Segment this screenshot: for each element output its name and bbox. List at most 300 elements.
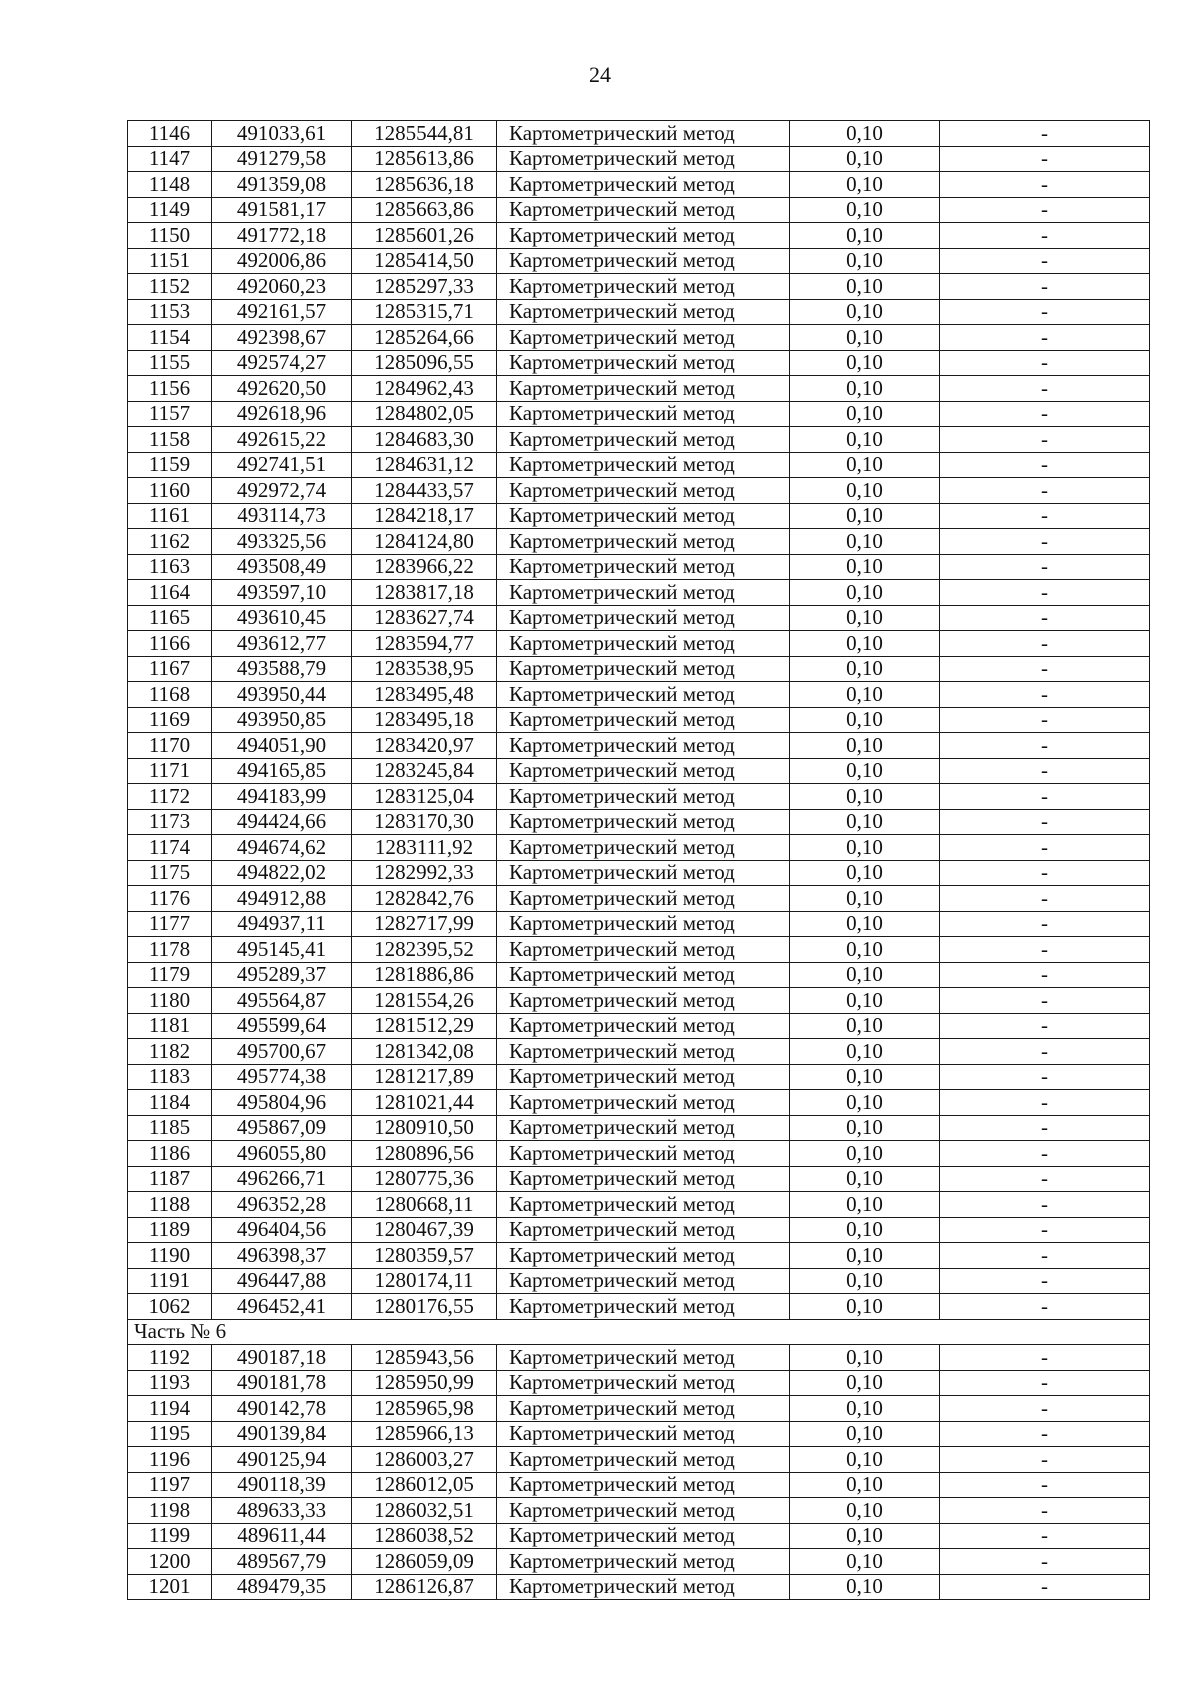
coordinate-y-cell: 1282842,76 <box>352 886 497 912</box>
table-row <box>128 656 1150 682</box>
description-cell: - <box>940 1294 1150 1320</box>
description-cell: - <box>940 121 1150 147</box>
accuracy-cell: 0,10 <box>790 121 940 147</box>
coordinate-y-cell: 1285544,81 <box>352 121 497 147</box>
method-cell: Картометрический метод <box>497 401 790 427</box>
table-row <box>128 1039 1150 1065</box>
coordinate-y-cell: 1284433,57 <box>352 478 497 504</box>
table-row <box>128 503 1150 529</box>
accuracy-cell: 0,10 <box>790 1115 940 1141</box>
description-cell: - <box>940 605 1150 631</box>
table-row <box>128 172 1150 198</box>
coordinate-x-cell: 490118,39 <box>212 1472 352 1498</box>
accuracy-cell: 0,10 <box>790 1243 940 1269</box>
accuracy-cell: 0,10 <box>790 911 940 937</box>
accuracy-cell: 0,10 <box>790 503 940 529</box>
description-cell: - <box>940 529 1150 555</box>
description-cell: - <box>940 223 1150 249</box>
coordinate-y-cell: 1283495,48 <box>352 682 497 708</box>
table-row <box>128 835 1150 861</box>
coordinate-y-cell: 1281342,08 <box>352 1039 497 1065</box>
coordinate-y-cell: 1283817,18 <box>352 580 497 606</box>
coordinate-y-cell: 1280910,50 <box>352 1115 497 1141</box>
point-number-cell: 1146 <box>128 121 212 147</box>
coordinate-y-cell: 1280176,55 <box>352 1294 497 1320</box>
table-row <box>128 1549 1150 1575</box>
point-number-cell: 1195 <box>128 1421 212 1447</box>
coordinate-y-cell: 1285636,18 <box>352 172 497 198</box>
coordinate-y-cell: 1283966,22 <box>352 554 497 580</box>
method-cell: Картометрический метод <box>497 1345 790 1371</box>
method-cell: Картометрический метод <box>497 1166 790 1192</box>
section-2-rows <box>128 1345 1150 1600</box>
coordinate-x-cell: 496404,56 <box>212 1217 352 1243</box>
method-cell: Картометрический метод <box>497 325 790 351</box>
method-cell: Картометрический метод <box>497 631 790 657</box>
description-cell: - <box>940 1268 1150 1294</box>
method-cell: Картометрический метод <box>497 962 790 988</box>
method-cell: Картометрический метод <box>497 376 790 402</box>
table-row <box>128 962 1150 988</box>
method-cell: Картометрический метод <box>497 1243 790 1269</box>
table-row <box>128 299 1150 325</box>
accuracy-cell: 0,10 <box>790 988 940 1014</box>
method-cell: Картометрический метод <box>497 733 790 759</box>
method-cell: Картометрический метод <box>497 1294 790 1320</box>
table-row <box>128 707 1150 733</box>
table-row <box>128 860 1150 886</box>
table-row <box>128 1090 1150 1116</box>
accuracy-cell: 0,10 <box>790 376 940 402</box>
coordinate-x-cell: 491279,58 <box>212 146 352 172</box>
coordinate-y-cell: 1280174,11 <box>352 1268 497 1294</box>
point-number-cell: 1148 <box>128 172 212 198</box>
table-row <box>128 1370 1150 1396</box>
description-cell: - <box>940 325 1150 351</box>
table-row <box>128 350 1150 376</box>
table-row <box>128 478 1150 504</box>
description-cell: - <box>940 886 1150 912</box>
coordinate-y-cell: 1283538,95 <box>352 656 497 682</box>
description-cell: - <box>940 146 1150 172</box>
description-cell: - <box>940 1523 1150 1549</box>
coordinate-y-cell: 1286003,27 <box>352 1447 497 1473</box>
description-cell: - <box>940 1141 1150 1167</box>
accuracy-cell: 0,10 <box>790 1141 940 1167</box>
coordinate-y-cell: 1281217,89 <box>352 1064 497 1090</box>
table-row <box>128 1472 1150 1498</box>
accuracy-cell: 0,10 <box>790 1421 940 1447</box>
accuracy-cell: 0,10 <box>790 554 940 580</box>
description-cell: - <box>940 988 1150 1014</box>
table-row <box>128 809 1150 835</box>
table-row <box>128 1421 1150 1447</box>
coordinate-x-cell: 492574,27 <box>212 350 352 376</box>
coordinate-x-cell: 491033,61 <box>212 121 352 147</box>
description-cell: - <box>940 1064 1150 1090</box>
coordinate-x-cell: 496055,80 <box>212 1141 352 1167</box>
coordinate-x-cell: 494822,02 <box>212 860 352 886</box>
table-row <box>128 1396 1150 1422</box>
coordinate-y-cell: 1283125,04 <box>352 784 497 810</box>
section-title: Часть № 6 <box>128 1319 1150 1345</box>
method-cell: Картометрический метод <box>497 784 790 810</box>
table-row <box>128 1141 1150 1167</box>
coordinate-y-cell: 1283594,77 <box>352 631 497 657</box>
coordinate-x-cell: 491772,18 <box>212 223 352 249</box>
accuracy-cell: 0,10 <box>790 835 940 861</box>
point-number-cell: 1177 <box>128 911 212 937</box>
coordinate-y-cell: 1285414,50 <box>352 248 497 274</box>
point-number-cell: 1183 <box>128 1064 212 1090</box>
table-row <box>128 529 1150 555</box>
method-cell: Картометрический метод <box>497 1064 790 1090</box>
method-cell: Картометрический метод <box>497 758 790 784</box>
coordinate-y-cell: 1286059,09 <box>352 1549 497 1575</box>
coordinate-y-cell: 1283495,18 <box>352 707 497 733</box>
coordinate-x-cell: 495804,96 <box>212 1090 352 1116</box>
method-cell: Картометрический метод <box>497 988 790 1014</box>
point-number-cell: 1156 <box>128 376 212 402</box>
coordinate-x-cell: 493610,45 <box>212 605 352 631</box>
point-number-cell: 1154 <box>128 325 212 351</box>
method-cell: Картометрический метод <box>497 809 790 835</box>
coordinate-x-cell: 492972,74 <box>212 478 352 504</box>
coordinate-x-cell: 493325,56 <box>212 529 352 555</box>
point-number-cell: 1162 <box>128 529 212 555</box>
coordinate-y-cell: 1283627,74 <box>352 605 497 631</box>
table-row <box>128 121 1150 147</box>
description-cell: - <box>940 733 1150 759</box>
description-cell: - <box>940 784 1150 810</box>
table-row <box>128 1447 1150 1473</box>
method-cell: Картометрический метод <box>497 274 790 300</box>
accuracy-cell: 0,10 <box>790 1549 940 1575</box>
coordinate-x-cell: 495700,67 <box>212 1039 352 1065</box>
section-2-header <box>128 1319 1150 1345</box>
description-cell: - <box>940 503 1150 529</box>
coordinate-y-cell: 1285663,86 <box>352 197 497 223</box>
description-cell: - <box>940 427 1150 453</box>
accuracy-cell: 0,10 <box>790 886 940 912</box>
coordinate-x-cell: 492741,51 <box>212 452 352 478</box>
coordinate-y-cell: 1285096,55 <box>352 350 497 376</box>
method-cell: Картометрический метод <box>497 121 790 147</box>
section-title-row <box>128 1319 1150 1345</box>
description-cell: - <box>940 478 1150 504</box>
description-cell: - <box>940 1472 1150 1498</box>
method-cell: Картометрический метод <box>497 1447 790 1473</box>
coordinate-x-cell: 496266,71 <box>212 1166 352 1192</box>
method-cell: Картометрический метод <box>497 1370 790 1396</box>
coordinate-y-cell: 1280896,56 <box>352 1141 497 1167</box>
coordinate-x-cell: 492161,57 <box>212 299 352 325</box>
point-number-cell: 1176 <box>128 886 212 912</box>
accuracy-cell: 0,10 <box>790 172 940 198</box>
accuracy-cell: 0,10 <box>790 631 940 657</box>
method-cell: Картометрический метод <box>497 146 790 172</box>
table-row <box>128 1498 1150 1524</box>
table-row <box>128 1217 1150 1243</box>
method-cell: Картометрический метод <box>497 1039 790 1065</box>
point-number-cell: 1179 <box>128 962 212 988</box>
coordinate-x-cell: 494912,88 <box>212 886 352 912</box>
coordinate-y-cell: 1285601,26 <box>352 223 497 249</box>
method-cell: Картометрический метод <box>497 835 790 861</box>
coordinate-x-cell: 492006,86 <box>212 248 352 274</box>
point-number-cell: 1160 <box>128 478 212 504</box>
coordinate-y-cell: 1283170,30 <box>352 809 497 835</box>
coordinate-x-cell: 493597,10 <box>212 580 352 606</box>
coordinate-x-cell: 493588,79 <box>212 656 352 682</box>
description-cell: - <box>940 962 1150 988</box>
accuracy-cell: 0,10 <box>790 325 940 351</box>
accuracy-cell: 0,10 <box>790 1523 940 1549</box>
table-row <box>128 1013 1150 1039</box>
table-row <box>128 682 1150 708</box>
description-cell: - <box>940 1447 1150 1473</box>
point-number-cell: 1188 <box>128 1192 212 1218</box>
coordinate-y-cell: 1280467,39 <box>352 1217 497 1243</box>
method-cell: Картометрический метод <box>497 1217 790 1243</box>
point-number-cell: 1172 <box>128 784 212 810</box>
method-cell: Картометрический метод <box>497 172 790 198</box>
coordinate-y-cell: 1284962,43 <box>352 376 497 402</box>
coordinate-x-cell: 493612,77 <box>212 631 352 657</box>
point-number-cell: 1198 <box>128 1498 212 1524</box>
description-cell: - <box>940 631 1150 657</box>
accuracy-cell: 0,10 <box>790 452 940 478</box>
point-number-cell: 1150 <box>128 223 212 249</box>
coordinate-x-cell: 494937,11 <box>212 911 352 937</box>
coordinate-y-cell: 1285950,99 <box>352 1370 497 1396</box>
accuracy-cell: 0,10 <box>790 1192 940 1218</box>
table-row <box>128 452 1150 478</box>
method-cell: Картометрический метод <box>497 529 790 555</box>
method-cell: Картометрический метод <box>497 1192 790 1218</box>
method-cell: Картометрический метод <box>497 299 790 325</box>
method-cell: Картометрический метод <box>497 1396 790 1422</box>
coordinate-y-cell: 1284802,05 <box>352 401 497 427</box>
method-cell: Картометрический метод <box>497 1421 790 1447</box>
accuracy-cell: 0,10 <box>790 299 940 325</box>
description-cell: - <box>940 809 1150 835</box>
coordinate-y-cell: 1283420,97 <box>352 733 497 759</box>
accuracy-cell: 0,10 <box>790 733 940 759</box>
coordinate-x-cell: 494183,99 <box>212 784 352 810</box>
point-number-cell: 1169 <box>128 707 212 733</box>
table-row <box>128 911 1150 937</box>
coordinate-y-cell: 1286126,87 <box>352 1574 497 1600</box>
method-cell: Картометрический метод <box>497 1090 790 1116</box>
point-number-cell: 1181 <box>128 1013 212 1039</box>
accuracy-cell: 0,10 <box>790 146 940 172</box>
description-cell: - <box>940 1217 1150 1243</box>
table-row <box>128 248 1150 274</box>
table-row <box>128 1268 1150 1294</box>
method-cell: Картометрический метод <box>497 860 790 886</box>
accuracy-cell: 0,10 <box>790 707 940 733</box>
coordinate-x-cell: 492620,50 <box>212 376 352 402</box>
description-cell: - <box>940 1421 1150 1447</box>
method-cell: Картометрический метод <box>497 223 790 249</box>
table-row <box>128 886 1150 912</box>
accuracy-cell: 0,10 <box>790 1447 940 1473</box>
point-number-cell: 1159 <box>128 452 212 478</box>
page-number: 24 <box>589 62 611 87</box>
table-row <box>128 1166 1150 1192</box>
description-cell: - <box>940 580 1150 606</box>
table-row <box>128 376 1150 402</box>
point-number-cell: 1196 <box>128 1447 212 1473</box>
accuracy-cell: 0,10 <box>790 1090 940 1116</box>
coordinate-x-cell: 491359,08 <box>212 172 352 198</box>
method-cell: Картометрический метод <box>497 1013 790 1039</box>
description-cell: - <box>940 299 1150 325</box>
point-number-cell: 1157 <box>128 401 212 427</box>
coordinate-x-cell: 489479,35 <box>212 1574 352 1600</box>
coordinate-y-cell: 1280775,36 <box>352 1166 497 1192</box>
table-row <box>128 784 1150 810</box>
table-row <box>128 758 1150 784</box>
description-cell: - <box>940 1396 1150 1422</box>
coordinate-y-cell: 1285965,98 <box>352 1396 497 1422</box>
accuracy-cell: 0,10 <box>790 248 940 274</box>
accuracy-cell: 0,10 <box>790 860 940 886</box>
table-row <box>128 325 1150 351</box>
point-number-cell: 1187 <box>128 1166 212 1192</box>
coordinate-y-cell: 1281554,26 <box>352 988 497 1014</box>
section-1-rows <box>128 121 1150 1320</box>
table-row <box>128 427 1150 453</box>
description-cell: - <box>940 707 1150 733</box>
coordinate-x-cell: 492615,22 <box>212 427 352 453</box>
coordinate-y-cell: 1286032,51 <box>352 1498 497 1524</box>
point-number-cell: 1153 <box>128 299 212 325</box>
coordinate-y-cell: 1282992,33 <box>352 860 497 886</box>
coordinate-x-cell: 496352,28 <box>212 1192 352 1218</box>
accuracy-cell: 0,10 <box>790 1294 940 1320</box>
point-number-cell: 1194 <box>128 1396 212 1422</box>
point-number-cell: 1182 <box>128 1039 212 1065</box>
accuracy-cell: 0,10 <box>790 427 940 453</box>
coordinate-x-cell: 489633,33 <box>212 1498 352 1524</box>
description-cell: - <box>940 1549 1150 1575</box>
description-cell: - <box>940 172 1150 198</box>
table-row <box>128 1064 1150 1090</box>
description-cell: - <box>940 860 1150 886</box>
method-cell: Картометрический метод <box>497 656 790 682</box>
table-row <box>128 401 1150 427</box>
accuracy-cell: 0,10 <box>790 682 940 708</box>
point-number-cell: 1152 <box>128 274 212 300</box>
method-cell: Картометрический метод <box>497 1268 790 1294</box>
description-cell: - <box>940 376 1150 402</box>
table-row <box>128 605 1150 631</box>
accuracy-cell: 0,10 <box>790 758 940 784</box>
method-cell: Картометрический метод <box>497 580 790 606</box>
description-cell: - <box>940 1013 1150 1039</box>
accuracy-cell: 0,10 <box>790 1396 940 1422</box>
point-number-cell: 1161 <box>128 503 212 529</box>
point-number-cell: 1190 <box>128 1243 212 1269</box>
coordinate-x-cell: 491581,17 <box>212 197 352 223</box>
point-number-cell: 1164 <box>128 580 212 606</box>
coordinate-y-cell: 1284124,80 <box>352 529 497 555</box>
accuracy-cell: 0,10 <box>790 784 940 810</box>
accuracy-cell: 0,10 <box>790 1370 940 1396</box>
method-cell: Картометрический метод <box>497 478 790 504</box>
method-cell: Картометрический метод <box>497 427 790 453</box>
coordinate-x-cell: 494051,90 <box>212 733 352 759</box>
point-number-cell: 1173 <box>128 809 212 835</box>
method-cell: Картометрический метод <box>497 1472 790 1498</box>
method-cell: Картометрический метод <box>497 682 790 708</box>
coordinate-y-cell: 1281512,29 <box>352 1013 497 1039</box>
description-cell: - <box>940 274 1150 300</box>
coordinate-y-cell: 1280668,11 <box>352 1192 497 1218</box>
coordinate-y-cell: 1281021,44 <box>352 1090 497 1116</box>
point-number-cell: 1185 <box>128 1115 212 1141</box>
table-row <box>128 1294 1150 1320</box>
accuracy-cell: 0,10 <box>790 1345 940 1371</box>
coordinate-x-cell: 495289,37 <box>212 962 352 988</box>
coordinate-y-cell: 1285943,56 <box>352 1345 497 1371</box>
coordinate-x-cell: 493508,49 <box>212 554 352 580</box>
point-number-cell: 1200 <box>128 1549 212 1575</box>
coordinate-x-cell: 490187,18 <box>212 1345 352 1371</box>
table-row <box>128 580 1150 606</box>
coordinate-x-cell: 492618,96 <box>212 401 352 427</box>
coordinate-x-cell: 490142,78 <box>212 1396 352 1422</box>
accuracy-cell: 0,10 <box>790 478 940 504</box>
point-number-cell: 1197 <box>128 1472 212 1498</box>
method-cell: Картометрический метод <box>497 911 790 937</box>
coordinates-table <box>127 120 1150 1600</box>
table-row <box>128 1192 1150 1218</box>
coordinate-x-cell: 496452,41 <box>212 1294 352 1320</box>
point-number-cell: 1165 <box>128 605 212 631</box>
accuracy-cell: 0,10 <box>790 274 940 300</box>
description-cell: - <box>940 937 1150 963</box>
coordinate-y-cell: 1285613,86 <box>352 146 497 172</box>
description-cell: - <box>940 1090 1150 1116</box>
accuracy-cell: 0,10 <box>790 937 940 963</box>
point-number-cell: 1171 <box>128 758 212 784</box>
accuracy-cell: 0,10 <box>790 1217 940 1243</box>
point-number-cell: 1192 <box>128 1345 212 1371</box>
accuracy-cell: 0,10 <box>790 962 940 988</box>
description-cell: - <box>940 835 1150 861</box>
coordinate-x-cell: 494674,62 <box>212 835 352 861</box>
description-cell: - <box>940 911 1150 937</box>
accuracy-cell: 0,10 <box>790 605 940 631</box>
table-row <box>128 1523 1150 1549</box>
coordinate-y-cell: 1283111,92 <box>352 835 497 861</box>
description-cell: - <box>940 1243 1150 1269</box>
description-cell: - <box>940 1574 1150 1600</box>
description-cell: - <box>940 656 1150 682</box>
method-cell: Картометрический метод <box>497 452 790 478</box>
method-cell: Картометрический метод <box>497 605 790 631</box>
accuracy-cell: 0,10 <box>790 529 940 555</box>
accuracy-cell: 0,10 <box>790 1472 940 1498</box>
accuracy-cell: 0,10 <box>790 350 940 376</box>
description-cell: - <box>940 758 1150 784</box>
table-row <box>128 1345 1150 1371</box>
description-cell: - <box>940 1115 1150 1141</box>
table-row <box>128 197 1150 223</box>
